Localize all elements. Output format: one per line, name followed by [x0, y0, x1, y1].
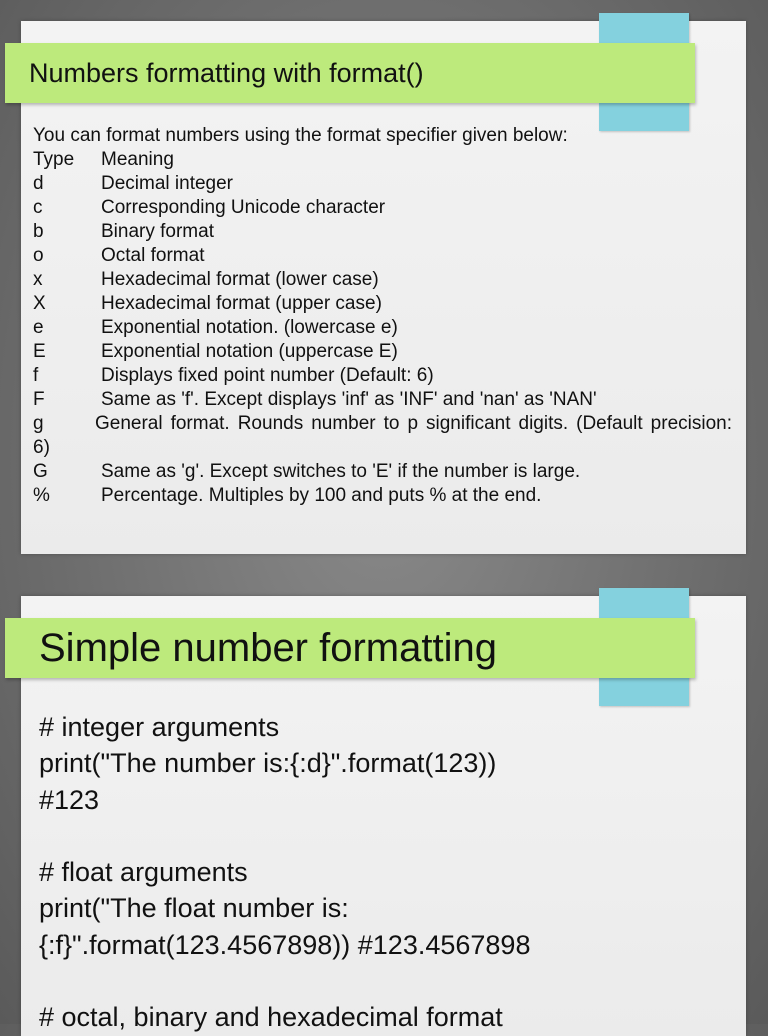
spec-meaning: Exponential notation. (lowercase e): [101, 317, 398, 338]
code-example: [39, 709, 729, 1036]
spec-header-row: [33, 148, 732, 172]
spec-type: E: [33, 341, 46, 362]
slide-body: [33, 124, 732, 508]
spec-header-meaning: Meaning: [101, 149, 174, 170]
spec-row: [33, 196, 732, 220]
spec-row: [33, 340, 732, 364]
spec-type: f: [33, 365, 39, 386]
code-line: print("The float number is:: [39, 893, 349, 924]
spec-type: X: [33, 293, 46, 314]
spec-meaning: Same as 'g'. Except switches to 'E' if the number is large.: [101, 461, 581, 482]
spec-type: F: [33, 389, 45, 410]
spec-meaning: Displays fixed point number (Default: 6): [101, 365, 434, 386]
spec-row: [33, 484, 732, 508]
code-blank-line: [39, 818, 729, 854]
slide-title-bar: [5, 43, 695, 103]
spec-meaning: Corresponding Unicode character: [101, 197, 386, 218]
spec-meaning: Percentage. Multiples by 100 and puts % at the end.: [101, 485, 542, 506]
spec-row: [33, 268, 732, 292]
spec-meaning: Octal format: [101, 245, 205, 266]
spec-row: [33, 460, 732, 484]
spec-row: [33, 316, 732, 340]
spec-meaning: General format. Rounds number to p significant digits. (Default: [95, 413, 643, 434]
code-comment: # integer arguments: [39, 712, 280, 742]
slide-title: Numbers formatting with format(): [29, 57, 424, 88]
spec-row: [33, 388, 732, 412]
code-comment: # octal, binary and hexadecimal format: [39, 1002, 503, 1033]
spec-type: b: [33, 221, 44, 242]
code-line: {:f}".format(123.4567898)) #123.4567898: [39, 929, 531, 960]
spec-meaning: Hexadecimal format (upper case): [101, 293, 382, 314]
spec-type: o: [33, 245, 44, 266]
slide-simple-number-formatting: [21, 596, 746, 1036]
spec-row-wrapped: [33, 412, 732, 460]
spec-header-type: Type: [33, 149, 75, 170]
spec-meaning: Exponential notation (uppercase E): [101, 341, 398, 362]
spec-type: %: [33, 485, 50, 506]
code-line: print("The number is:{:d}".format(123)): [39, 748, 497, 779]
spec-type: d: [33, 173, 44, 194]
spec-type: e: [33, 317, 44, 338]
spec-type: g: [33, 413, 44, 434]
spec-meaning: Binary format: [101, 221, 214, 242]
spec-row: [33, 244, 732, 268]
spec-type: c: [33, 197, 43, 218]
code-comment: # float arguments: [39, 857, 248, 888]
slide-format-specifiers: [21, 21, 746, 554]
slide-title-bar: [5, 618, 695, 678]
spec-meaning: Decimal integer: [101, 173, 233, 194]
spec-meaning: Hexadecimal format (lower case): [101, 269, 379, 290]
spec-type: x: [33, 269, 43, 290]
spec-row: [33, 220, 732, 244]
intro-text: You can format numbers using the format specifier given below:: [33, 125, 568, 146]
spec-row: [33, 364, 732, 388]
code-blank-line: [39, 963, 729, 999]
spec-row: [33, 292, 732, 316]
spec-meaning: Same as 'f'. Except displays 'inf' as 'INF' and 'nan' as 'NAN': [101, 389, 597, 410]
spec-meaning-continuation: precision: 6): [33, 413, 732, 458]
slide-title: Simple number formatting: [39, 625, 497, 670]
spec-type: G: [33, 461, 48, 482]
code-output: #123: [39, 784, 100, 815]
spec-row: [33, 172, 732, 196]
